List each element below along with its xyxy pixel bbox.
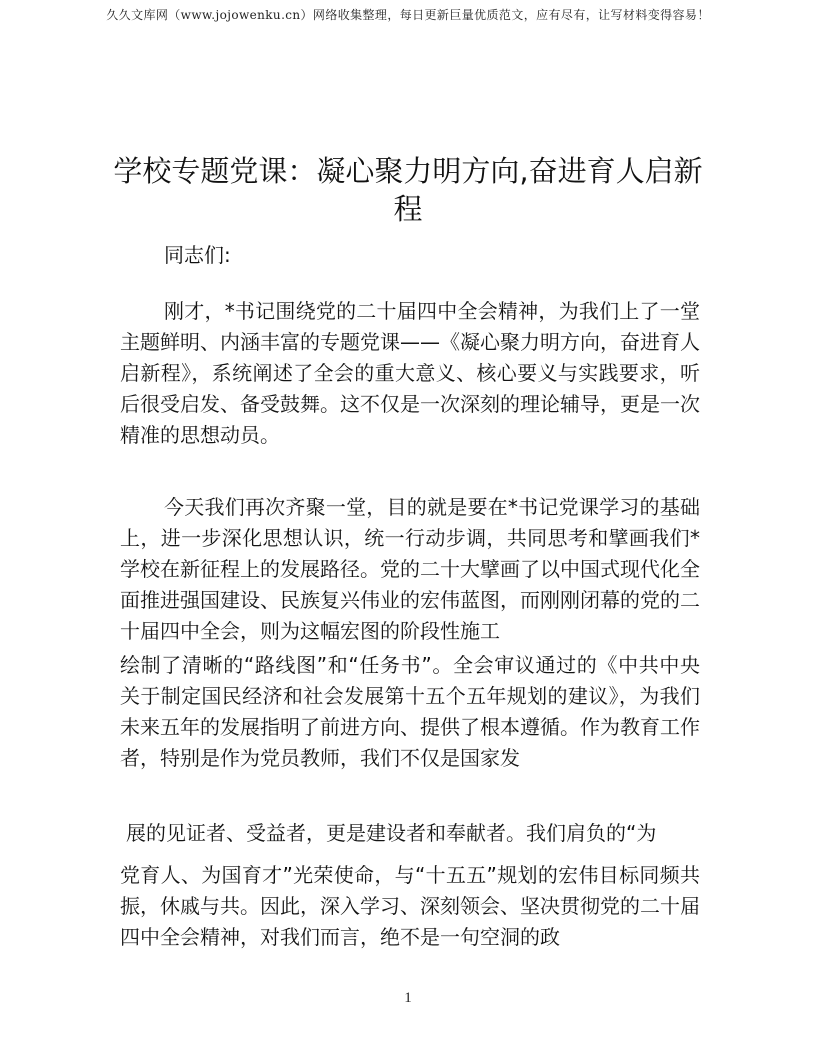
paragraph-4: 展的见证者、受益者，更是建设者和奉献者。我们肩负的“为 (126, 821, 657, 845)
paragraph-1: 刚才，*书记围绕党的二十届四中全会精神，为我们上了一堂主题鲜明、内涵丰富的专题党课——《凝心聚力明方向，奋进育人启新程》，系统阐述了全会的重大意义、核心要义与实践要求，听后很受启发、备受鼓舞。这不仅是一次深刻的理论辅导，更是一次精准的思想动员。 (120, 299, 700, 447)
document-greeting: 同志们: (164, 243, 231, 267)
page-number: 1 (404, 990, 412, 1006)
paragraph-3: 绘制了清晰的“路线图”和“任务书”。全会审议通过的《中共中央关于制定国民经济和社会发展第十五个五年规划的建议》，为我们未来五年的发展指明了前进方向、提供了根本遵循。作为教育工作者，特别是作为党员教师，我们不仅是国家发 (120, 653, 700, 770)
paragraph-5: 党育人、为国育才”光荣使命，与“十五五”规划的宏伟目标同频共振，休戚与共。因此，深入学习、深刻领会、坚决贯彻党的二十届四中全会精神，对我们而言，绝不是一句空洞的政 (120, 863, 700, 949)
paragraph-2: 今天我们再次齐聚一堂，目的就是要在*书记党课学习的基础上，进一步深化思想认识，统一行动步调，共同思考和擘画我们*学校在新征程上的发展路径。党的二十大擘画了以中国式现代化全面推进强国建设、民族复兴伟业的宏伟蓝图，而刚刚闭幕的党的二十届四中全会，则为这幅宏图的阶段性施工 (120, 495, 700, 643)
site-header-notice: 久久文库网（www.jojowenku.cn）网络收集整理，每日更新巨量优质范文，应有尽有，让写材料变得容易！ (106, 8, 710, 22)
document-title: 学校专题党课：凝心聚力明方向,奋进育人启新程 (113, 154, 703, 226)
